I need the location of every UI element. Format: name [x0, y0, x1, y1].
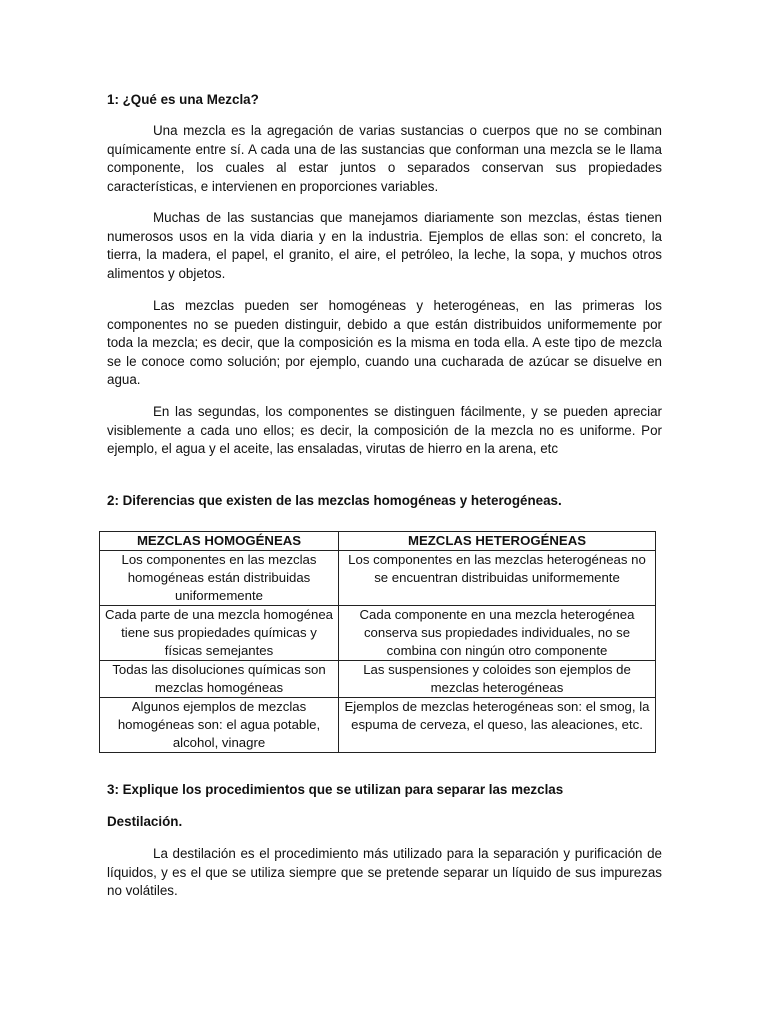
table-row: [100, 551, 656, 606]
table-header-homogeneas: MEZCLAS HOMOGÉNEAS: [100, 532, 339, 551]
table-header-heterogeneas: MEZCLAS HETEROGÉNEAS: [339, 532, 656, 551]
table-row: [100, 661, 656, 698]
section2-title: 2: Diferencias que existen de las mezclas homogéneas y heterogéneas.: [107, 493, 562, 508]
table-cell: Algunos ejemplos de mezclas homogéneas son: el agua potable, alcohol, vinagre: [100, 698, 339, 753]
table-cell: Los componentes en las mezclas heterogéneas no se encuentran distribuidas uniformemente: [339, 551, 656, 606]
table-cell: Los componentes en las mezclas homogéneas están distribuidas uniformemente: [100, 551, 339, 606]
table-header-row: [100, 532, 656, 551]
table-cell: Cada parte de una mezcla homogénea tiene sus propiedades químicas y físicas semejantes: [100, 606, 339, 661]
table-cell: Cada componente en una mezcla heterogénea conserva sus propiedades individuales, no se combina con ningún otro componente: [339, 606, 656, 661]
section1-paragraph-1: Una mezcla es la agregación de varias sustancias o cuerpos que no se combinan químicamente entre sí. A cada una de las sustancias que conforman una mezcla se le llama componente, los cuales al estar juntos o separados conservan sus propiedades características, e intervienen en proporciones variables.: [107, 123, 662, 194]
table-row: [100, 606, 656, 661]
comparison-table: [99, 531, 656, 753]
section1-title: 1: ¿Qué es una Mezcla?: [107, 92, 259, 107]
table-cell: Todas las disoluciones químicas son mezclas homogéneas: [100, 661, 339, 698]
section1-paragraph-4: En las segundas, los componentes se distinguen fácilmente, y se pueden apreciar visiblemente a cada uno ellos; es decir, la composición de la mezcla no es uniforme. Por ejemplo, el agua y el aceite, las ensaladas, virutas de hierro en la arena, etc: [107, 404, 662, 456]
section3-title: 3: Explique los procedimientos que se utilizan para separar las mezclas: [107, 782, 564, 797]
section1-paragraph-3: Las mezclas pueden ser homogéneas y heterogéneas, en las primeras los componentes no se pueden distinguir, debido a que están distribuidos uniformemente por toda la mezcla; es decir, que la composición es la misma en toda ella. A este tipo de mezcla se le conoce como solución; por ejemplo, cuando una cucharada de azúcar se disuelve en agua.: [107, 298, 662, 387]
table-cell: Las suspensiones y coloides son ejemplos de mezclas heterogéneas: [339, 661, 656, 698]
section3-paragraph: La destilación es el procedimiento más utilizado para la separación y purificación de líquidos, y es el que se utiliza siempre que se pretende separar un líquido de sus impurezas no volátiles.: [107, 846, 662, 898]
section1-paragraph-2: Muchas de las sustancias que manejamos diariamente son mezclas, éstas tienen numerosos usos en la vida diaria y en la industria. Ejemplos de ellas son: el concreto, la tierra, la madera, el papel, el granito, el aire, el petróleo, la leche, la sopa, y muchos otros alimentos y objetos.: [107, 210, 662, 281]
section3-subtitle: Destilación.: [107, 814, 183, 829]
table-cell: Ejemplos de mezclas heterogéneas son: el smog, la espuma de cerveza, el queso, las aleaciones, etc.: [339, 698, 656, 753]
table-row: [100, 698, 656, 753]
